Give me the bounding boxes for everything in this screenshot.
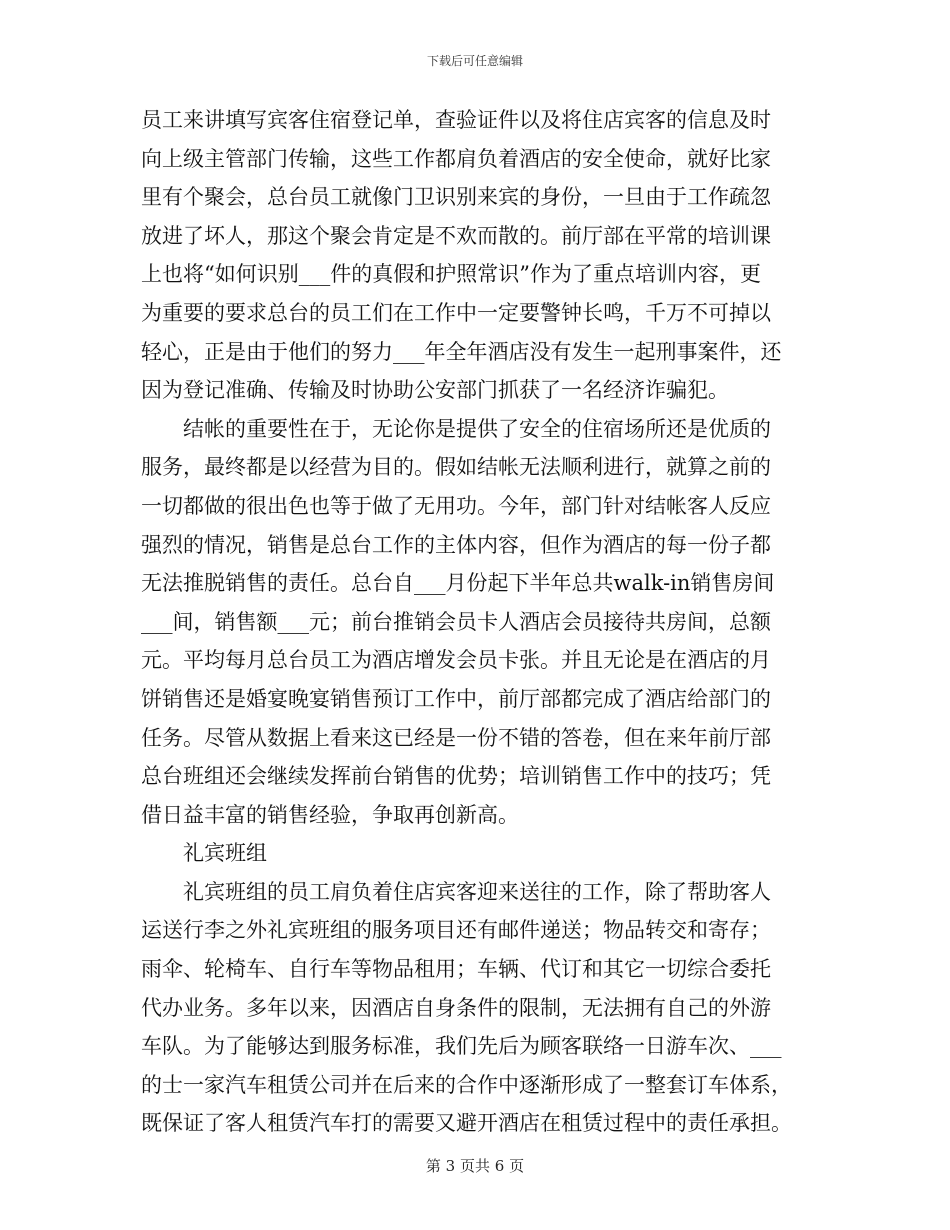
body-line: 无法推脱销售的责任。总台自___月份起下半年总共walk-in销售房间 xyxy=(141,571,775,596)
body-line: 雨伞、轮椅车、自行车等物品租用；车辆、代订和其它一切综合委托 xyxy=(141,957,771,982)
body-line: 礼宾班组的员工肩负着住店宾客迎来送往的工作，除了帮助客人 xyxy=(141,879,771,904)
body-line: 借日益丰富的销售经验，争取再创新高。 xyxy=(141,802,519,827)
body-line: 上也将“如何识别___件的真假和护照常识”作为了重点培训内容，更 xyxy=(141,262,761,287)
body-line: 总台班组还会继续发挥前台销售的优势；培训销售工作中的技巧；凭 xyxy=(141,764,771,789)
body-line: 代办业务。多年以来，因酒店自身条件的限制，无法拥有自己的外游 xyxy=(141,995,771,1020)
body-line: 结帐的重要性在于，无论你是提供了安全的住宿场所还是优质的 xyxy=(141,416,771,441)
body-line: 里有个聚会，总台员工就像门卫识别来宾的身份，一旦由于工作疏忽 xyxy=(141,185,771,210)
body-line: 因为登记准确、传输及时协助公安部门抓获了一名经济诈骗犯。 xyxy=(141,378,729,403)
page-footer: 第 3 页共 6 页 xyxy=(425,1157,525,1175)
page-header: 下载后可任意编辑 xyxy=(426,54,523,68)
document-body xyxy=(141,101,807,1143)
body-line: 元。平均每月总台员工为酒店增发会员卡张。并且无论是在酒店的月 xyxy=(141,648,771,673)
body-line: 员工来讲填写宾客住宿登记单，查验证件以及将住店宾客的信息及时 xyxy=(141,108,771,132)
section-heading: 礼宾班组 xyxy=(141,841,267,866)
body-line: 强烈的情况，销售是总台工作的主体内容，但作为酒店的每一份子都 xyxy=(141,532,771,557)
body-line: 放进了坏人，那这个聚会肯定是不欢而散的。前厅部在平常的培训课 xyxy=(141,223,771,248)
body-line: 任务。尽管从数据上看来这已经是一份不错的答卷，但在来年前厅部 xyxy=(141,725,771,750)
body-line: 轻心，正是由于他们的努力___年全年酒店没有发生一起刑事案件，还 xyxy=(141,339,782,364)
body-line: 运送行李之外礼宾班组的服务项目还有邮件递送；物品转交和寄存； xyxy=(141,918,771,943)
body-line: 既保证了客人租赁汽车打的需要又避开酒店在租赁过程中的责任承担。 xyxy=(141,1111,792,1136)
body-line: 饼销售还是婚宴晚宴销售预订工作中，前厅部都完成了酒店给部门的 xyxy=(141,686,771,711)
body-line: 车队。为了能够达到服务标准，我们先后为顾客联络一日游车次、___ xyxy=(141,1034,782,1059)
body-line: 服务，最终都是以经营为目的。假如结帐无法顺利进行，就算之前的 xyxy=(141,455,771,480)
body-line: 的士一家汽车租赁公司并在后来的合作中逐渐形成了一整套订车体系， xyxy=(141,1072,792,1097)
body-line: 一切都做的很出色也等于做了无用功。今年，部门针对结帐客人反应 xyxy=(141,493,771,518)
body-line: 向上级主管部门传输，这些工作都肩负着酒店的安全使命，就好比家 xyxy=(141,146,771,171)
body-line: ___间，销售额___元；前台推销会员卡人酒店会员接待共房间，总额 xyxy=(141,609,771,634)
body-line: 为重要的要求总台的员工们在工作中一定要警钟长鸣，千万不可掉以 xyxy=(141,300,771,325)
